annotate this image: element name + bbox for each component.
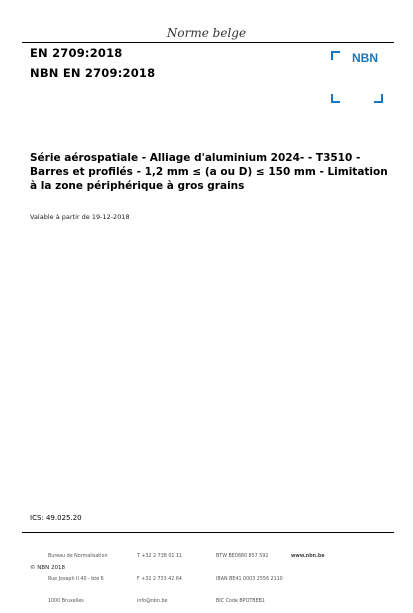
footer-line: BTW BE0880 857 592 [216,554,269,559]
footer-line: Bureau de Normalisation [48,554,108,559]
footer-divider [22,532,394,533]
footer-line: Rue Joseph II 40 - bte 6 [48,576,104,582]
footer-contact [137,538,182,613]
copyright: © NBN 2018 [30,565,65,571]
ics-code: ICS: 49.025.20 [30,514,82,522]
footer-address [48,538,108,613]
validity-date: Valable à partir de 19-12-2018 [30,213,130,221]
document-title: Série aérospatiale - Alliage d'aluminium 2024- - T3510 - Barres et profilés - 1,2 mm ≤ (a ou D) ≤ 150 mm - Limitation à la zone périphérique à gros grains [30,152,388,192]
footer-line: 1000 Bruxelles [48,599,84,604]
footer-line: T +32 2 738 01 11 [137,554,183,559]
nbn-standard-number: NBN EN 2709:2018 [30,66,156,80]
footer-line: F +32 2 733 42 64 [137,576,182,582]
standard-number: EN 2709:2018 [30,46,123,60]
footer-line: BIC Code BPOTBEB1 [216,599,265,604]
nbn-logo [330,50,384,104]
footer-website[interactable] [291,538,325,568]
logo-text: NBN [352,51,378,65]
footer-line: IBAN BE41 0003 2556 2110 [216,576,283,582]
footer-bank [216,538,283,613]
header-divider [22,42,394,43]
footer-line: info@nbn.be [137,599,168,604]
header-title: Norme belge [166,26,247,40]
website-link[interactable]: www.nbn.be [291,554,325,559]
